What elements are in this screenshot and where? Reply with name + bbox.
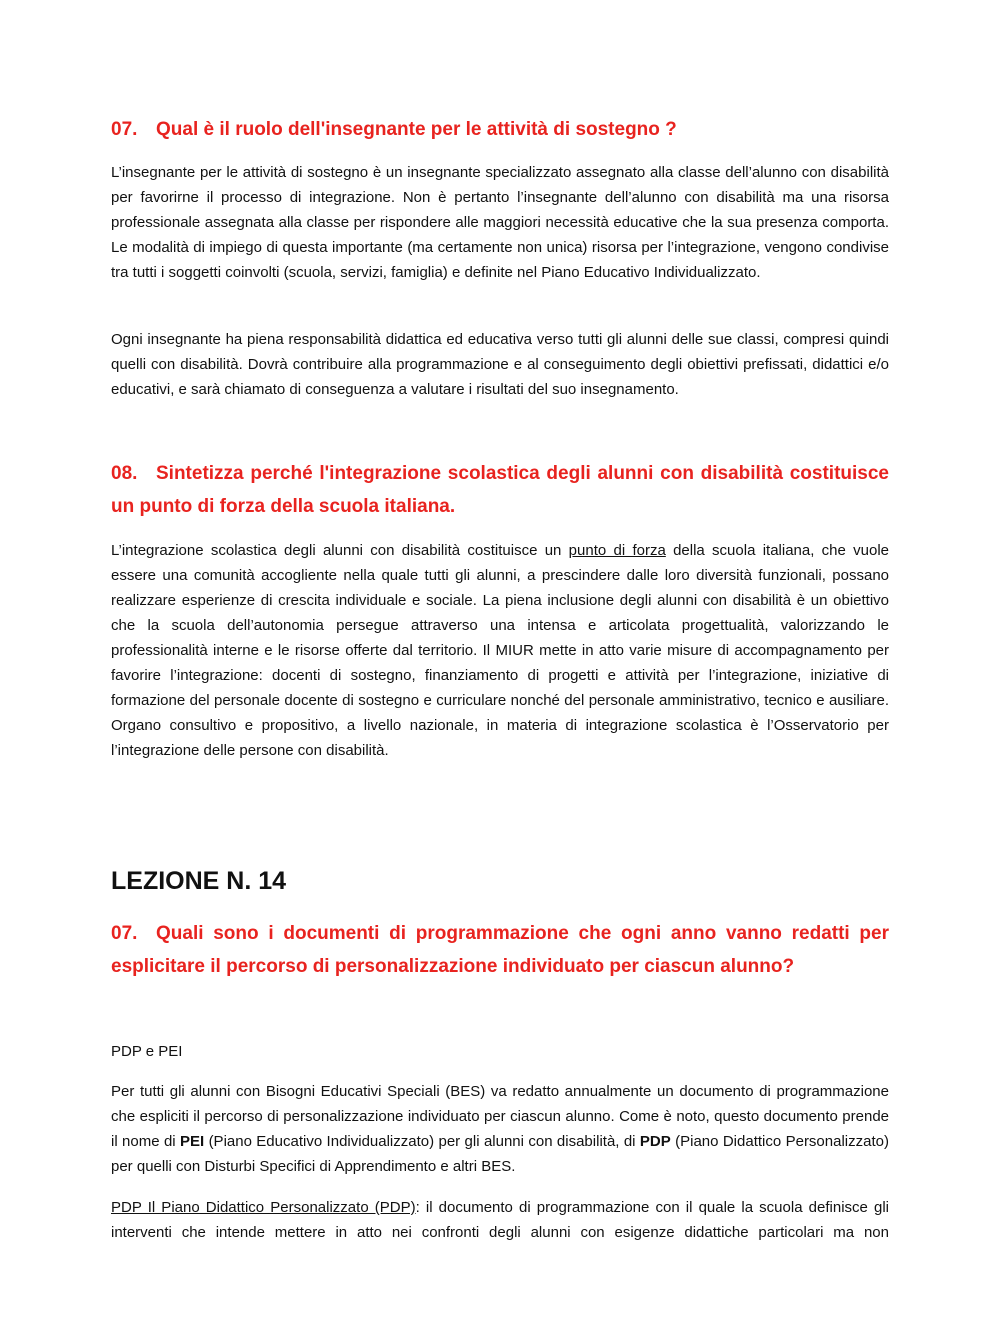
answer-paragraph <box>111 538 889 763</box>
text-run: il documento di programmazione con il quale la scuola definisce gli interventi che intende mettere in atto nei confronti degli alunni con esigenze didattiche particolari ma non <box>111 1199 889 1241</box>
answer-paragraph: L’insegnante per le attività di sostegno è un insegnante specializzato assegnato alla classe dell’alunno con disabilità per favorirne il processo di integrazione. Non è pertanto l’insegnante dell’alunno con disabilità ma una risorsa professionale assegnata alla classe per rispondere alle maggiori necessità educative che la sua presenza comporta. Le modalità di impiego di questa importante (ma certamente non unica) risorsa per l’integrazione, vengono condivise tra tutti i soggetti coinvolti (scuola, servizi, famiglia) e definite nel Piano Educativo Individualizzato. <box>111 164 889 281</box>
question-08-heading <box>111 457 889 523</box>
question-title: Quali sono i documenti di programmazione che ogni anno vanno redatti per esplicitare il percorso di personalizzazione individuato per ciascun alunno? <box>111 923 889 977</box>
text-run: L’integrazione scolastica degli alunni con disabilità costituisce un <box>111 542 569 559</box>
answer-paragraph <box>111 1079 889 1179</box>
question-07-heading <box>111 113 889 146</box>
underlined-label: PDP Il Piano Didattico Personalizzato (PDP) <box>111 1199 416 1216</box>
underlined-phrase: punto di forza <box>568 542 666 559</box>
short-answer: PDP e PEI <box>111 1043 183 1060</box>
answer-paragraph <box>111 1195 889 1245</box>
lesson-title: LEZIONE N. 14 <box>111 867 287 895</box>
bold-term-pdp: PDP <box>639 1133 671 1150</box>
question-number: 08. <box>111 463 138 484</box>
question-title: Qual è il ruolo dell'insegnante per le attività di sostegno ? <box>156 119 677 140</box>
question-title: Sintetizza perché l'integrazione scolastica degli alunni con disabilità costituisce un punto di forza della scuola italiana. <box>111 463 889 517</box>
answer-paragraph: Ogni insegnante ha piena responsabilità didattica ed educativa verso tutti gli alunni delle sue classi, compresi quindi quelli con disabilità. Dovrà contribuire alla programmazione e al conseguimento degli obiettivi prefissati, didattici e/o educativi, e sarà chiamato di conseguenza a valutare i risultati del suo insegnamento. <box>111 331 889 398</box>
bold-term-pei: PEI <box>180 1133 205 1150</box>
text-run: : <box>415 1199 420 1216</box>
text-run: della scuola italiana, che vuole essere una comunità accogliente nella quale tutti gli alunni, a prescindere dalle loro diversità funzionali, possano realizzare esperienze di crescita individuale e sociale. La piena inclusione degli alunni con disabilità è un obiettivo che la scuola dell’autonomia persegue attraverso una intensa e articolata progettualità, valorizzando le professionalità interne e le risorse offerte dal territorio. Il MIUR mette in atto varie misure di accompagnamento per favorire l’integrazione: docenti di sostegno, finanziamento di progetti e attività per l’integrazione, iniziative di formazione del personale docente di sostegno e curriculare nonché del personale amministrativo, tecnico e ausiliare. Organo consultivo e propositivo, a livello nazionale, in materia di integrazione scolastica è l’Osservatorio per l’integrazione delle persone con disabilità. <box>111 542 889 759</box>
text-run: (Piano Didattico Personalizzato) per quelli con Disturbi Specifici di Apprendimento e altri BES. <box>111 1133 889 1175</box>
question-07b-heading <box>111 917 889 983</box>
text-run: (Piano Educativo Individualizzato) per gli alunni con disabilità, di <box>204 1133 640 1150</box>
question-number: 07. <box>111 119 138 140</box>
question-number: 07. <box>111 923 138 944</box>
text-run: Per tutti gli alunni con Bisogni Educativi Speciali (BES) va redatto annualmente un documento di programmazione che espliciti il percorso di personalizzazione individuato per ciascun alunno. Come è noto, questo documento prende il nome di <box>111 1083 889 1150</box>
